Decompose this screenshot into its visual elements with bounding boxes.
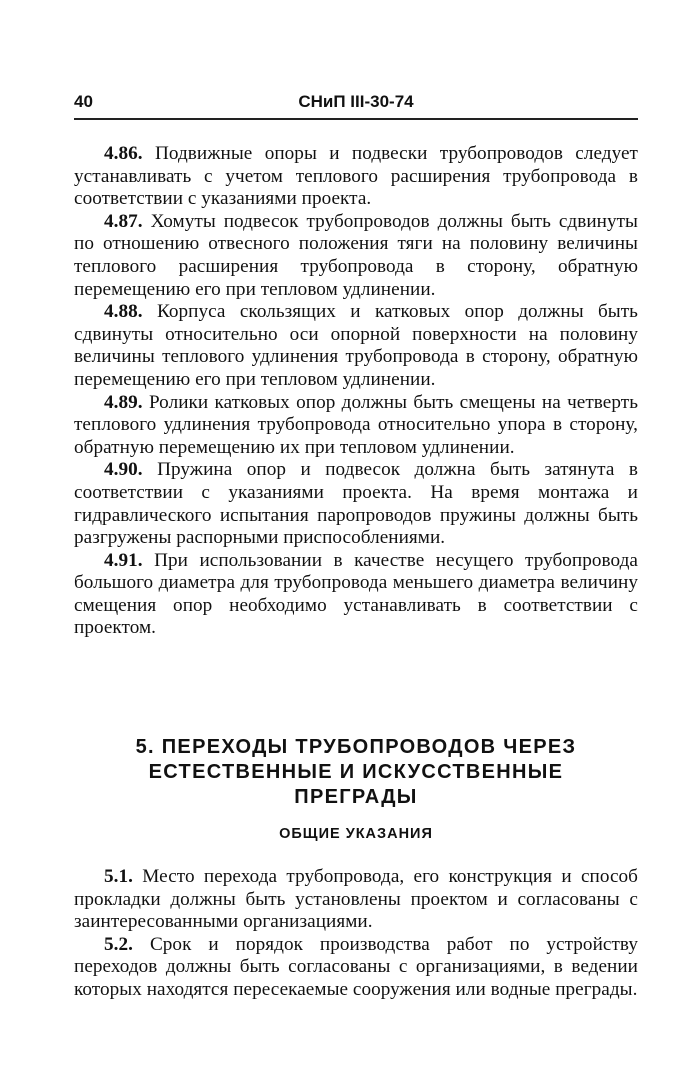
clause-paragraph	[74, 934, 638, 1002]
clauses-block-top	[74, 143, 638, 640]
clause-number: 4.88.	[104, 301, 143, 323]
clause-number: 5.2.	[104, 933, 133, 955]
clause-number: 4.90.	[104, 459, 143, 481]
clause-text: Хомуты подвесок трубопроводов должны быть сдвинуты по отношению отвесного положения тяги на половину величины теплового расширения трубопровода в сторону, обратную перемещению его при тепловом удлинении.	[74, 210, 638, 300]
clause-number: 5.1.	[104, 866, 133, 887]
header-rule	[74, 118, 638, 120]
clause-number: 4.86.	[104, 143, 143, 164]
clause-paragraph	[74, 211, 638, 301]
clause-text: Место перехода трубопровода, его конструкция и способ прокладки должны быть установлены проектом и согласованы с заинтересованными организациями.	[74, 866, 638, 933]
clauses-block-bottom	[74, 866, 638, 1002]
clause-paragraph	[74, 392, 638, 460]
section-title-line: ПРЕГРАДЫ	[294, 786, 418, 808]
section-title-line: 5. ПЕРЕХОДЫ ТРУБОПРОВОДОВ ЧЕРЕЗ	[135, 736, 577, 758]
clause-paragraph	[74, 550, 638, 640]
clause-text: Корпуса скользящих и катковых опор должны быть сдвинуты относительно оси опорной поверхности на половину величины теплового удлинения трубопровода в сторону, обратную перемещению его при тепловом удлинении.	[74, 301, 638, 390]
clause-text: Подвижные опоры и подвески трубопроводов следует устанавливать с учетом теплового расширения трубопровода в соответствии с указаниями проекта.	[74, 143, 638, 210]
clause-paragraph	[74, 866, 638, 934]
page-number: 40	[74, 92, 93, 111]
section-title-line: ЕСТЕСТВЕННЫЕ И ИСКУССТВЕННЫЕ	[148, 761, 564, 783]
clause-paragraph	[74, 459, 638, 549]
clause-text: Срок и порядок производства работ по устройству переходов должны быть согласованы с организациями, в ведении которых находятся пересекаемые сооружения или водные преграды.	[74, 933, 638, 1000]
clause-paragraph	[74, 143, 638, 211]
page-header	[74, 86, 638, 120]
clause-number: 4.91.	[104, 549, 143, 571]
running-title: СНиП III-30-74	[298, 92, 414, 111]
section-title	[74, 735, 638, 810]
clause-number: 4.89.	[104, 391, 143, 413]
clause-text: При использовании в качестве несущего трубопровода большого диаметра для трубопровода меньшего диаметра величину смещения опор необходимо устанавливать в соответствии с проектом.	[74, 549, 638, 639]
subsection-title: ОБЩИЕ УКАЗАНИЯ	[279, 826, 433, 842]
clause-paragraph	[74, 301, 638, 391]
clause-number: 4.87.	[104, 210, 143, 232]
clause-text: Пружина опор и подвесок должна быть затянута в соответствии с указаниями проекта. На время монтажа и гидравлического испытания паропроводов пружины должны быть разгружены распорными приспособлениями.	[74, 459, 638, 549]
clause-text: Ролики катковых опор должны быть смещены на четверть теплового удлинения трубопровода относительно упора в сторону, обратную перемещению их при тепловом удлинении.	[74, 391, 638, 458]
